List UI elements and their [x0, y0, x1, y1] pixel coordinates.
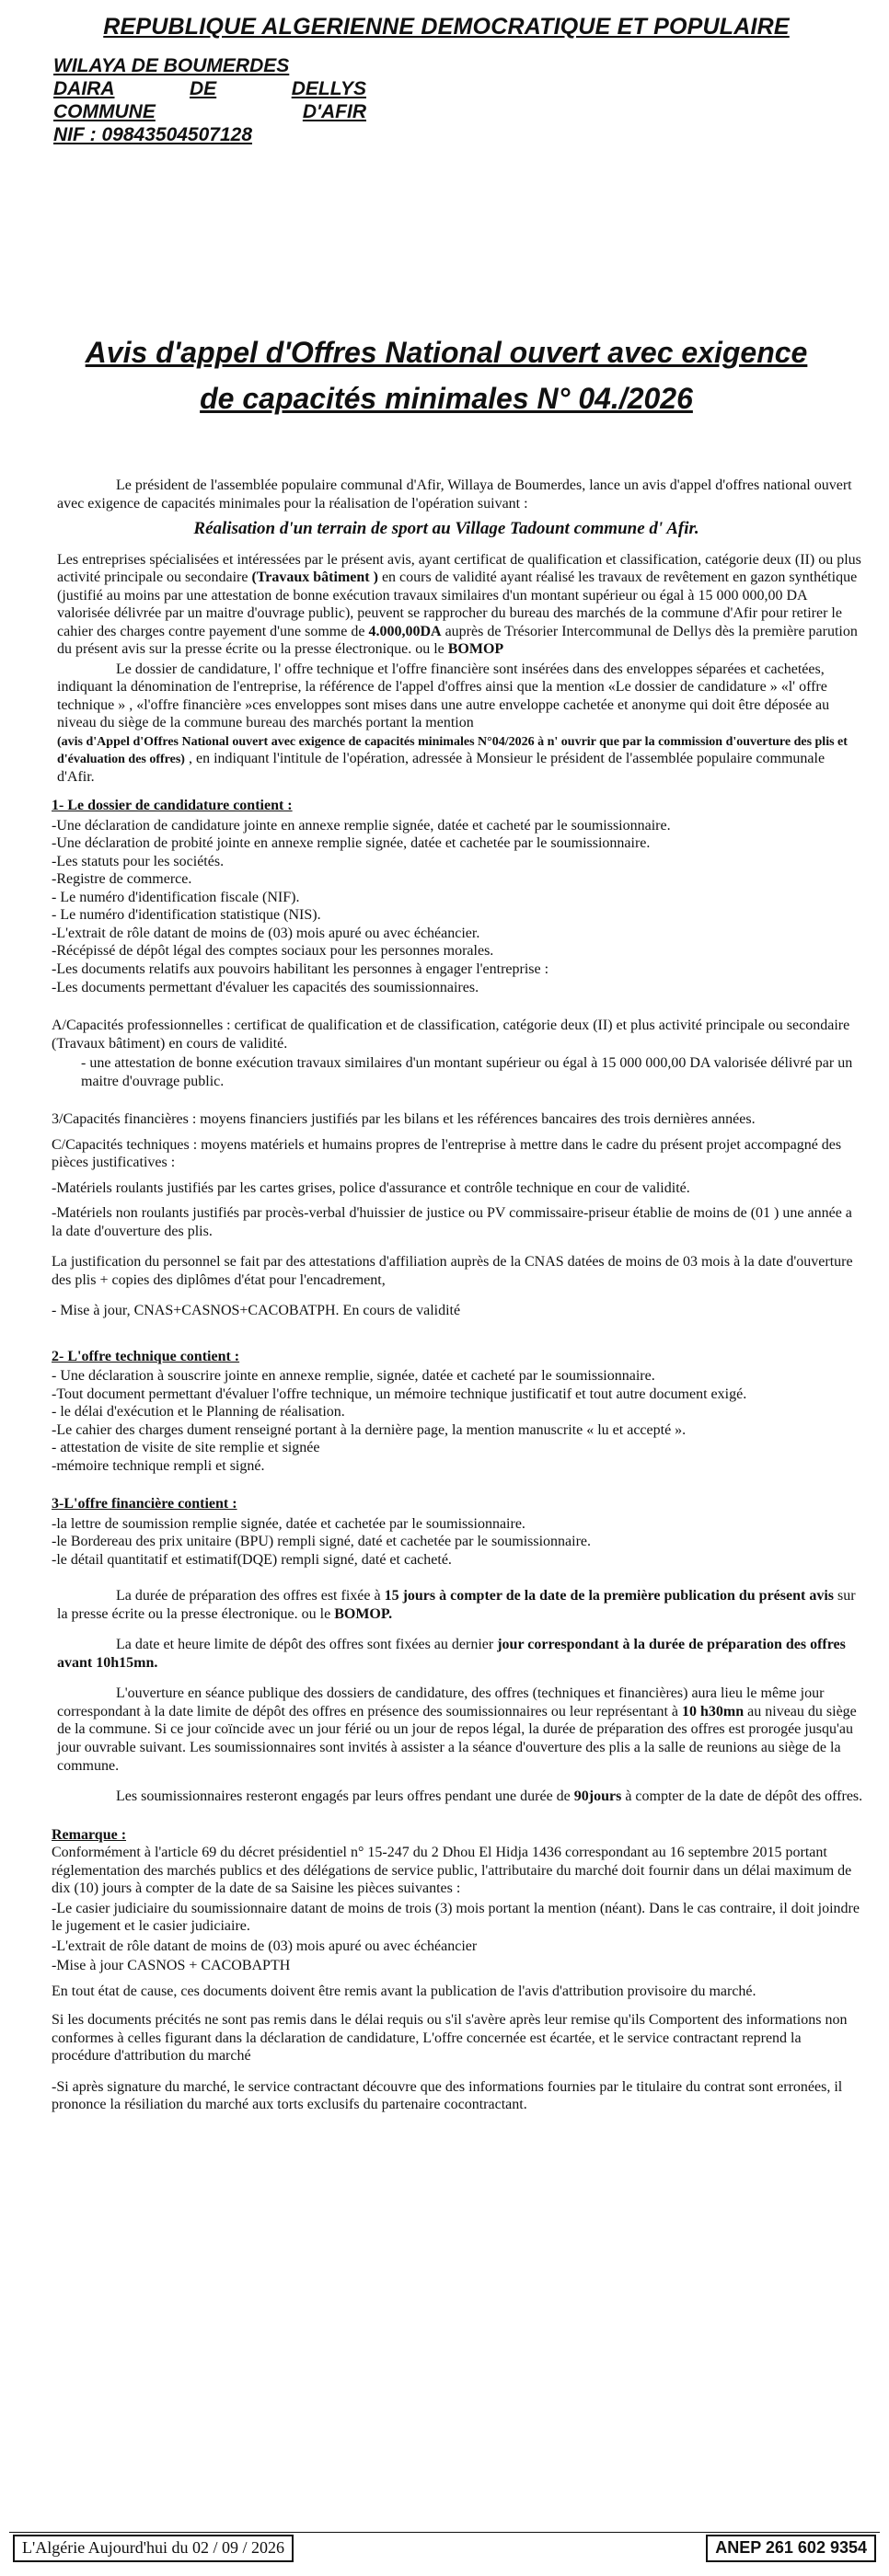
materiels-non-roulants: -Matériels non roulants justifiés par procès-verbal d'huissier de justice ou PV commissaire-priseur établie de moins de (01 ) une année a la date d'ouverture des plis.	[52, 1205, 852, 1239]
capacites-techniques: C/Capacités techniques : moyens matériels et humains propres de l'entreprise à mettre dans le cadre du présent projet accompagné des pièces justificatives :	[52, 1136, 842, 1171]
section-2-title: 2- L'offre technique contient :	[52, 1348, 240, 1364]
list-item: - Le numéro d'identification statistique (NIS).	[52, 907, 321, 924]
list-item: -Les documents relatifs aux pouvoirs habilitant les personnes à engager l'entreprise :	[52, 960, 549, 977]
operation-title: Réalisation d'un terrain de sport au Village Tadount commune d' Afir.	[193, 519, 699, 539]
eligibility-text-e: auprès de Trésorier Intercommunal de Dellys dès la première parution du présent avis sur la presse écrite ou la presse électronique. ou le	[57, 623, 858, 658]
duree-period: 15 jours à compter de la date de la première publication du présent avis	[384, 1588, 834, 1604]
eligibility-fee: 4.000,00DA	[368, 623, 442, 639]
commune-label: COMMUNE	[53, 100, 156, 122]
ouverture-plis	[57, 1685, 863, 1775]
publication-source: L'Algérie Aujourd'hui du 02 / 09 / 2026	[13, 2535, 294, 2562]
daira-label: DAIRA	[53, 77, 115, 99]
envelope-text: Le dossier de candidature, l' offre technique et l'offre financière sont insérées dans des enveloppes séparées et cachetées, indiquant la dénomination de l'entreprise, la référence de l'appel d'offres ainsi que la mention «Le dossier de candidature » «l' offre technique » , «l'offre financière »ces enveloppes sont mises dans une autre enveloppe cachetée et anonyme qui doit être déposée au niveau du siège de la commune bureau des marchés portant la mention	[57, 661, 830, 731]
republic-header: REPUBLIQUE ALGERIENNE DEMOCRATIQUE ET POPULAIRE	[103, 14, 790, 40]
capacites-professionnelles: A/Capacités professionnelles : certificat de qualification et de classification, catégorie deux (II) et plus activité principale ou secondaire (Travaux bâtiment) en cours de validité.	[52, 1018, 850, 1052]
capacites-financieres: 3/Capacités financières : moyens financiers justifiés par les bilans et les références bancaires des trois dernières années.	[52, 1111, 756, 1128]
commune-name: D'AFIR	[302, 100, 366, 122]
engages-period: 90jours	[573, 1788, 622, 1805]
list-item: -Récépissé de dépôt légal des comptes sociaux pour les personnes morales.	[52, 943, 494, 960]
list-item: -Les documents permettant d'évaluer les capacités des soumissionnaires.	[52, 979, 479, 995]
eligibility-text-c: en cours de validité ayant réalisé les travaux de revêtement en gazon synthétique (justifié au moins par une attestation de bonne exécution travaux similaires d'un montant supérieur ou égal à 15 000 000,00 DA valorisée délivrée par un maitre d'ouvrage public), peuvent se rapprocher du bureau des marchés de la commune d'Afir pour retirer le cahier des charges contre payement d'une somme de	[57, 569, 858, 639]
duree-bomop: BOMOP.	[334, 1605, 393, 1622]
envelope-mention: (avis d'Appel d'Offres National ouvert avec exigence de capacités minimales N°04/2026 à n' ouvrir que par la commission d'ouverture des plis et d'évaluation des offres)	[57, 734, 848, 767]
list-item: -Une déclaration de candidature jointe en annexe remplie signée, datée et cacheté par le soumissionnaire.	[52, 817, 671, 834]
list-item: -la lettre de soumission remplie signée, datée et cachetée par le soumissionnaire.	[52, 1515, 525, 1532]
list-item: -Le cahier des charges dument renseigné portant à la dernière page, la mention manuscrite « lu et accepté ».	[52, 1421, 687, 1438]
ouverture-text-c: au niveau du siège de la commune. Si ce jour coïncide avec un jour férié ou un jour de repos légal, la durée de préparation des offres est prorogée jusqu'au jour ouvrable suivant. Les soumissionnaires sont invités à assister a la séance d'ouverture des plis a la salle de reunions au siège de la commune.	[57, 1703, 857, 1774]
engagement-offres	[57, 1788, 863, 1806]
remarque-p5: En tout état de cause, ces documents doivent être remis avant la publication de l'avis d'attribution provisoire du marché.	[52, 1983, 756, 1999]
daira-de: DE	[190, 77, 217, 99]
remarque-p4: -Mise à jour CASNOS + CACOBAPTH	[52, 1958, 291, 1974]
remarque-p6: Si les documents précités ne sont pas remis dans le délai requis ou s'il s'avère après leur remise qu'ils Comportent des informations non conformes à celles figurant dans la déclaration de candidature, L'offre concernée est écartée, et le service contractant reprend la procédure d'attribution du marché	[52, 2012, 848, 2064]
duree-preparation	[57, 1587, 863, 1623]
list-item: - attestation de visite de site remplie et signée	[52, 1440, 320, 1456]
mise-a-jour: - Mise à jour, CNAS+CASNOS+CACOBATPH. En cours de validité	[52, 1303, 461, 1319]
justification-personnel: La justification du personnel se fait par des attestations d'affiliation auprès de la CNAS datées de moins de 03 mois à la date d'ouverture des plis + copies des diplômes d'état pour l'encadrement,	[52, 1254, 853, 1288]
list-item: -mémoire technique rempli et signé.	[52, 1457, 265, 1474]
ouverture-text-a: L'ouverture en séance publique des dossiers de candidature, des offres (techniques et financières) aura lieu le même jour correspondant à la date limite de dépôt des offres en présence des soumissionnaires ou leur représentant à	[57, 1685, 825, 1719]
wilaya-text: WILAYA DE BOUMERDES	[53, 54, 290, 76]
wilaya-line	[53, 54, 366, 77]
depot-deadline: jour correspondant à la durée de préparation des offres avant 10h15mn.	[57, 1637, 846, 1671]
daira-name: DELLYS	[291, 77, 366, 99]
remarque-p2: -Le casier judiciaire du soumissionnaire datant de moins de trois (3) mois portant la mention (néant). Dans le cas contraire, il doit joindre le jugement et le casier judiciaire.	[52, 1900, 860, 1935]
anep-reference: ANEP 261 602 9354	[706, 2535, 876, 2562]
title-line-2: de capacités minimales N° 04./2026	[200, 381, 693, 415]
engages-text-a: Les soumissionnaires resteront engagés par leurs offres pendant une durée de	[116, 1788, 574, 1805]
section-1-list	[29, 817, 863, 996]
remarque-p3: -L'extrait de rôle datant de moins de (03) mois apuré ou avec échéancier	[52, 1938, 478, 1954]
nif-text: NIF : 09843504507128	[53, 124, 252, 146]
daira-line	[53, 77, 366, 100]
duree-text-c: sur la presse écrite ou la presse électronique. ou le	[57, 1588, 856, 1622]
envelope-paragraph	[57, 661, 863, 787]
list-item: -Une déclaration de probité jointe en annexe remplie signée, datée et cachetée par le soumissionnaire.	[52, 835, 651, 852]
remarque-p1: Conformément à l'article 69 du décret présidentiel n° 15-247 du 2 Dhou El Hidja 1436 correspondant au 16 septembre 2015 portant réglementation des marchés publics et des délégations de service public, l'attributaire du marché doit fournir dans un délai maximum de dix (10) jours à compter de la date de sa Saisine les pièces suivantes :	[52, 1845, 852, 1897]
notice-title	[29, 330, 863, 421]
depot-text-a: La date et heure limite de dépôt des offres sont fixées au dernier	[116, 1637, 498, 1653]
list-item: -le détail quantitatif et estimatif(DQE) rempli signé, daté et cacheté.	[52, 1551, 452, 1568]
list-item: -le Bordereau des prix unitaire (BPU) rempli signé, daté et cachetée par le soumissionnaire.	[52, 1534, 592, 1550]
list-item: -L'extrait de rôle datant de moins de (03) mois apuré ou avec échéancier.	[52, 925, 480, 941]
remarque-p7: -Si après signature du marché, le service contractant découvre que des informations fournies par le titulaire du contrat sont erronées, il prononce la résiliation du marché aux torts exclusifs du partenaire cocontractant.	[52, 2078, 843, 2113]
envelope-text-end: , en indiquant l'intitule de l'opération, adressée à Monsieur le président de l'assemblée populaire communale d'Afir.	[57, 751, 826, 785]
section-3-list	[29, 1515, 863, 1570]
section-1-title: 1- Le dossier de candidature contient :	[52, 798, 293, 814]
list-item: -Tout document permettant d'évaluer l'offre technique, un mémoire technique justificatif et tout autre document exigé.	[52, 1386, 747, 1402]
nif-line	[53, 123, 366, 146]
date-limite-depot	[57, 1636, 863, 1672]
eligibility-paragraph	[57, 551, 863, 659]
list-item: - Le numéro d'identification fiscale (NIF).	[52, 889, 300, 905]
issuer-block	[53, 54, 366, 147]
intro-paragraph: Le président de l'assemblée populaire communal d'Afir, Willaya de Boumerdes, lance un avis d'appel d'offres national ouvert avec exigence de capacités minimales pour la réalisation de l'opération suivant :	[57, 477, 852, 512]
duree-text-a: La durée de préparation des offres est fixée à	[116, 1588, 385, 1604]
eligibility-bomop: BOMOP	[447, 641, 504, 658]
commune-line	[53, 100, 366, 123]
ouverture-time: 10 h30mn	[682, 1703, 745, 1719]
section-3-title: 3-L'offre financière contient :	[52, 1496, 237, 1512]
footer-divider	[9, 2532, 880, 2533]
list-item: - le délai d'exécution et le Planning de réalisation.	[52, 1404, 345, 1420]
remarque-title: Remarque :	[52, 1826, 127, 1843]
materiels-roulants: -Matériels roulants justifiés par les cartes grises, police d'assurance et contrôle technique en cour de validité.	[52, 1179, 690, 1196]
list-item: -Registre de commerce.	[52, 871, 192, 888]
engages-text-c: à compter de la date de dépôt des offres.	[621, 1788, 863, 1805]
eligibility-text-a: Les entreprises spécialisées et intéressées par le présent avis, ayant certificat de qualification et classification, catégorie deux (II) ou plus activité principale ou secondaire	[57, 551, 861, 586]
list-item: -Les statuts pour les sociétés.	[52, 853, 225, 869]
list-item: - Une déclaration à souscrire jointe en annexe remplie, signée, datée et cacheté par le soumissionnaire.	[52, 1368, 655, 1385]
capacites-professionnelles-sub: - une attestation de bonne exécution travaux similaires d'un montant supérieur ou égal à 15 000 000,00 DA valorisée délivré par un maitre d'ouvrage public.	[81, 1055, 853, 1089]
section-2-list	[29, 1367, 863, 1475]
eligibility-activity: (Travaux bâtiment )	[251, 569, 378, 586]
title-line-1: Avis d'appel d'Offres National ouvert avec exigence	[85, 336, 808, 370]
